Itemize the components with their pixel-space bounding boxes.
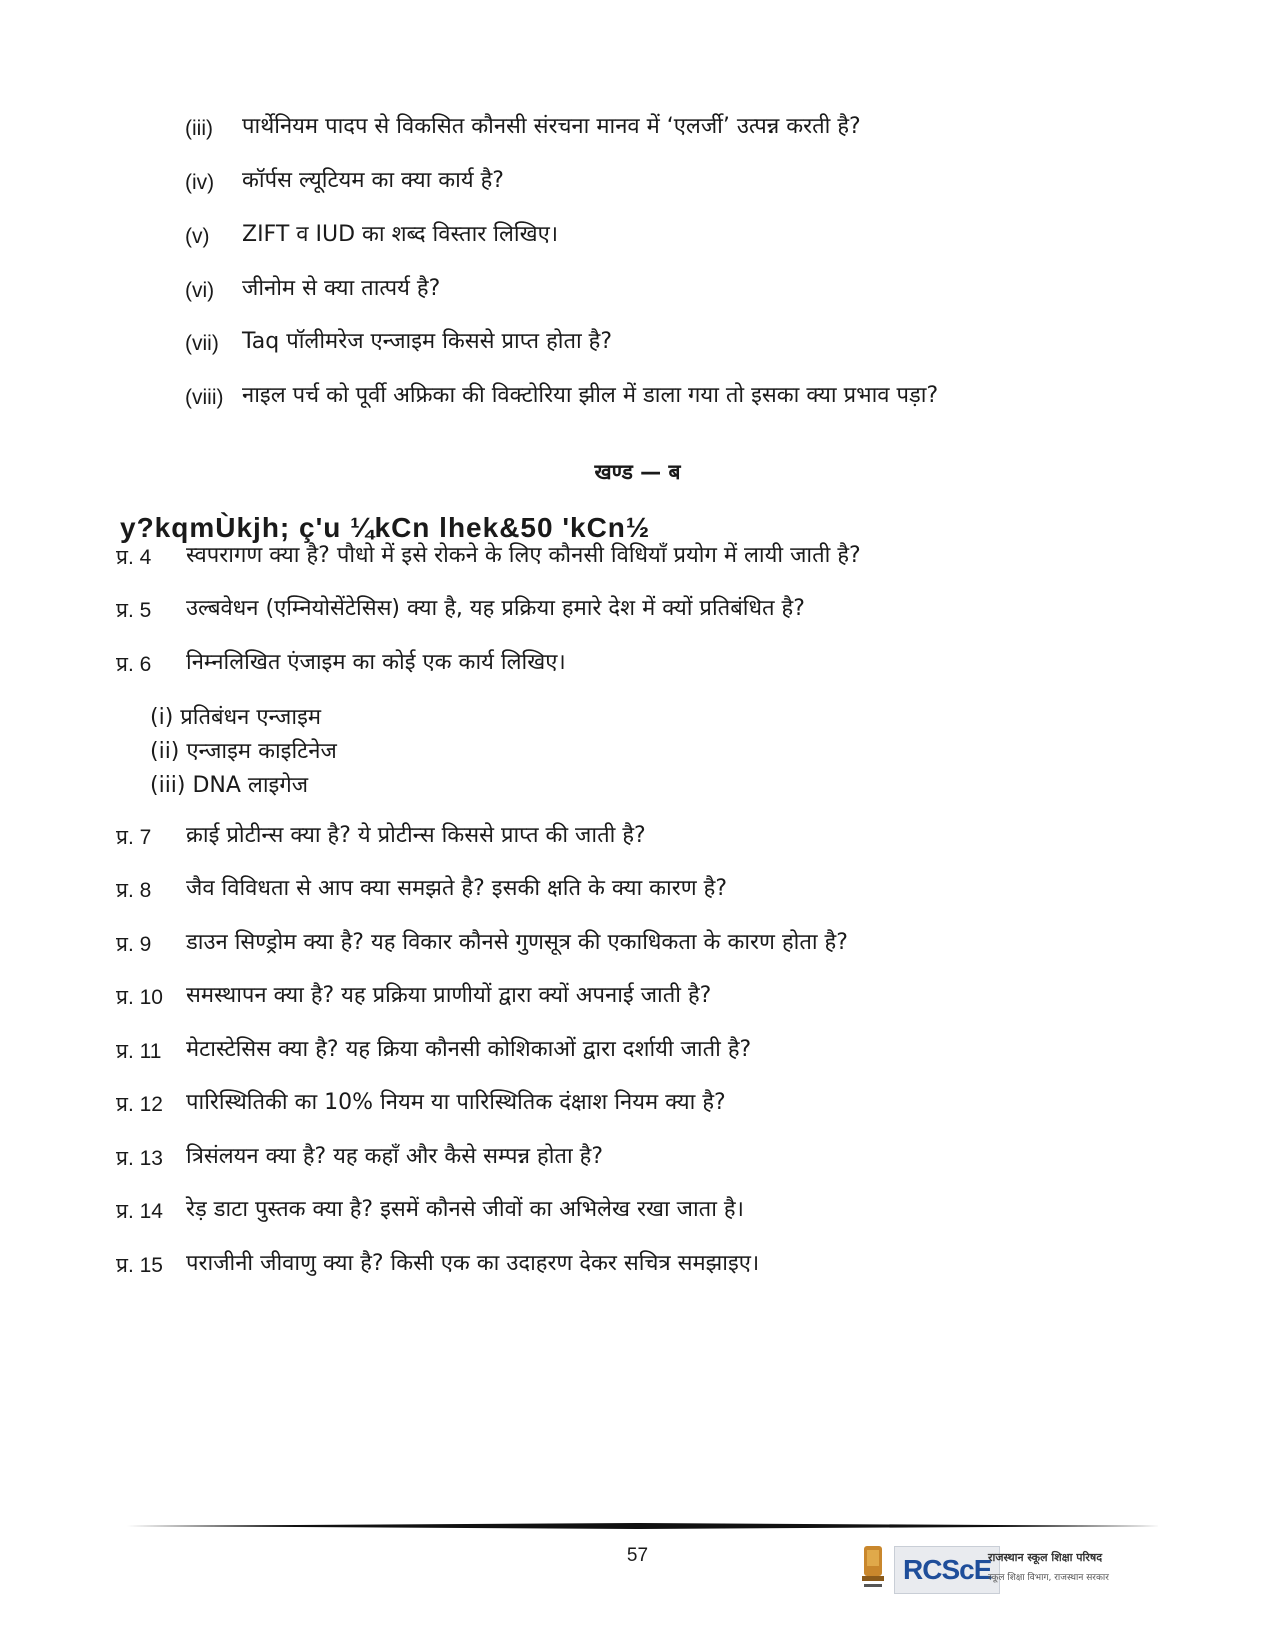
item-text: जीनोम से क्या तात्पर्य है? <box>242 276 441 301</box>
question-text: क्राई प्रोटीन्स क्या है? ये प्रोटीन्स किससे प्राप्त की जाती है? <box>186 823 646 848</box>
item-number: (vii) <box>185 332 219 355</box>
page-number: 57 <box>626 1545 649 1566</box>
question-text: समस्थापन क्या है? यह प्रक्रिया प्राणीयों द्वारा क्यों अपनाई जाती है? <box>186 983 712 1008</box>
question-text: मेटास्टेसिस क्या है? यह क्रिया कौनसी कोशिकाओं द्वारा दर्शायी जाती है? <box>186 1037 752 1062</box>
question-number: प्र. 9 <box>116 933 152 956</box>
logo-mark: RCScE <box>894 1546 1000 1594</box>
footer-divider <box>120 1523 1160 1529</box>
question-text: रेड़ डाटा पुस्तक क्या है? इसमें कौनसे जीवों का अभिलेख रखा जाता है। <box>186 1197 744 1222</box>
question-number: प्र. 14 <box>116 1200 163 1223</box>
question-number: प्र. 7 <box>116 826 152 849</box>
question-text: त्रिसंलयन क्या है? यह कहाँ और कैसे सम्पन्न होता है? <box>186 1144 604 1169</box>
question-text: निम्नलिखित एंजाइम का कोई एक कार्य लिखिए। <box>186 650 566 675</box>
logo-subtitle: स्कूल शिक्षा विभाग, राजस्थान सरकार <box>988 1573 1109 1583</box>
section-title: खण्ड — ब <box>594 460 681 484</box>
question-number: प्र. 13 <box>116 1147 163 1170</box>
question-number: प्र. 10 <box>116 986 163 1009</box>
item-text: Taq पॉलीमरेज एन्जाइम किससे प्राप्त होता है? <box>242 329 613 354</box>
question-text: पारिस्थितिकी का 10% नियम या पारिस्थितिक दंक्षाश नियम क्या है? <box>186 1090 726 1115</box>
question-text: जैव विविधता से आप क्या समझते है? इसकी क्षति के क्या कारण है? <box>186 876 728 901</box>
item-number: (iv) <box>185 171 215 194</box>
logo-title: राजस्थान स्कूल शिक्षा परिषद <box>988 1551 1103 1564</box>
item-text: पार्थेनियम पादप से विकसित कौनसी संरचना मानव में ‘एलर्जी’ उत्पन्न करती है? <box>242 114 861 139</box>
question-number: प्र. 12 <box>116 1093 163 1116</box>
item-number: (vi) <box>185 279 215 302</box>
emblem-icon <box>858 1544 888 1594</box>
q6-subitem: (i) प्रतिबंधन एन्जाइम <box>150 705 322 730</box>
question-number: प्र. 11 <box>116 1040 162 1063</box>
question-text: उल्बवेधन (एम्नियोसेंटेसिस) क्या है, यह प्रक्रिया हमारे देश में क्यों प्रतिबंधित है? <box>186 596 805 621</box>
section-heading: y?kqmÙkjh; ç'u ¼kCn lhek&50 'kCn½ <box>120 512 651 543</box>
q6-subitem: (iii) DNA लाइगेज <box>150 773 309 798</box>
question-number: प्र. 4 <box>116 546 152 569</box>
item-text: कॉर्पस ल्यूटियम का क्या कार्य है? <box>242 168 504 193</box>
question-text: पराजीनी जीवाणु क्या है? किसी एक का उदाहरण देकर सचित्र समझाइए। <box>186 1251 760 1276</box>
item-text: ZIFT व IUD का शब्द विस्तार लिखिए। <box>242 222 559 247</box>
item-number: (viii) <box>185 386 224 409</box>
item-text: नाइल पर्च को पूर्वी अफ्रिका की विक्टोरिया झील में डाला गया तो इसका क्या प्रभाव पड़ा? <box>242 383 939 408</box>
item-number: (iii) <box>185 117 213 140</box>
question-text: स्वपरागण क्या है? पौधो में इसे रोकने के लिए कौनसी विधियाँ प्रयोग में लायी जाती है? <box>186 543 861 568</box>
item-number: (v) <box>185 225 210 248</box>
rcsce-logo <box>858 1544 1158 1596</box>
question-number: प्र. 8 <box>116 879 152 902</box>
question-number: प्र. 5 <box>116 599 152 622</box>
question-text: डाउन सिण्ड्रोम क्या है? यह विकार कौनसे गुणसूत्र की एकाधिकता के कारण होता है? <box>186 930 848 955</box>
question-number: प्र. 15 <box>116 1254 163 1277</box>
question-number: प्र. 6 <box>116 653 152 676</box>
q6-subitem: (ii) एन्जाइम काइटिनेज <box>150 739 337 764</box>
